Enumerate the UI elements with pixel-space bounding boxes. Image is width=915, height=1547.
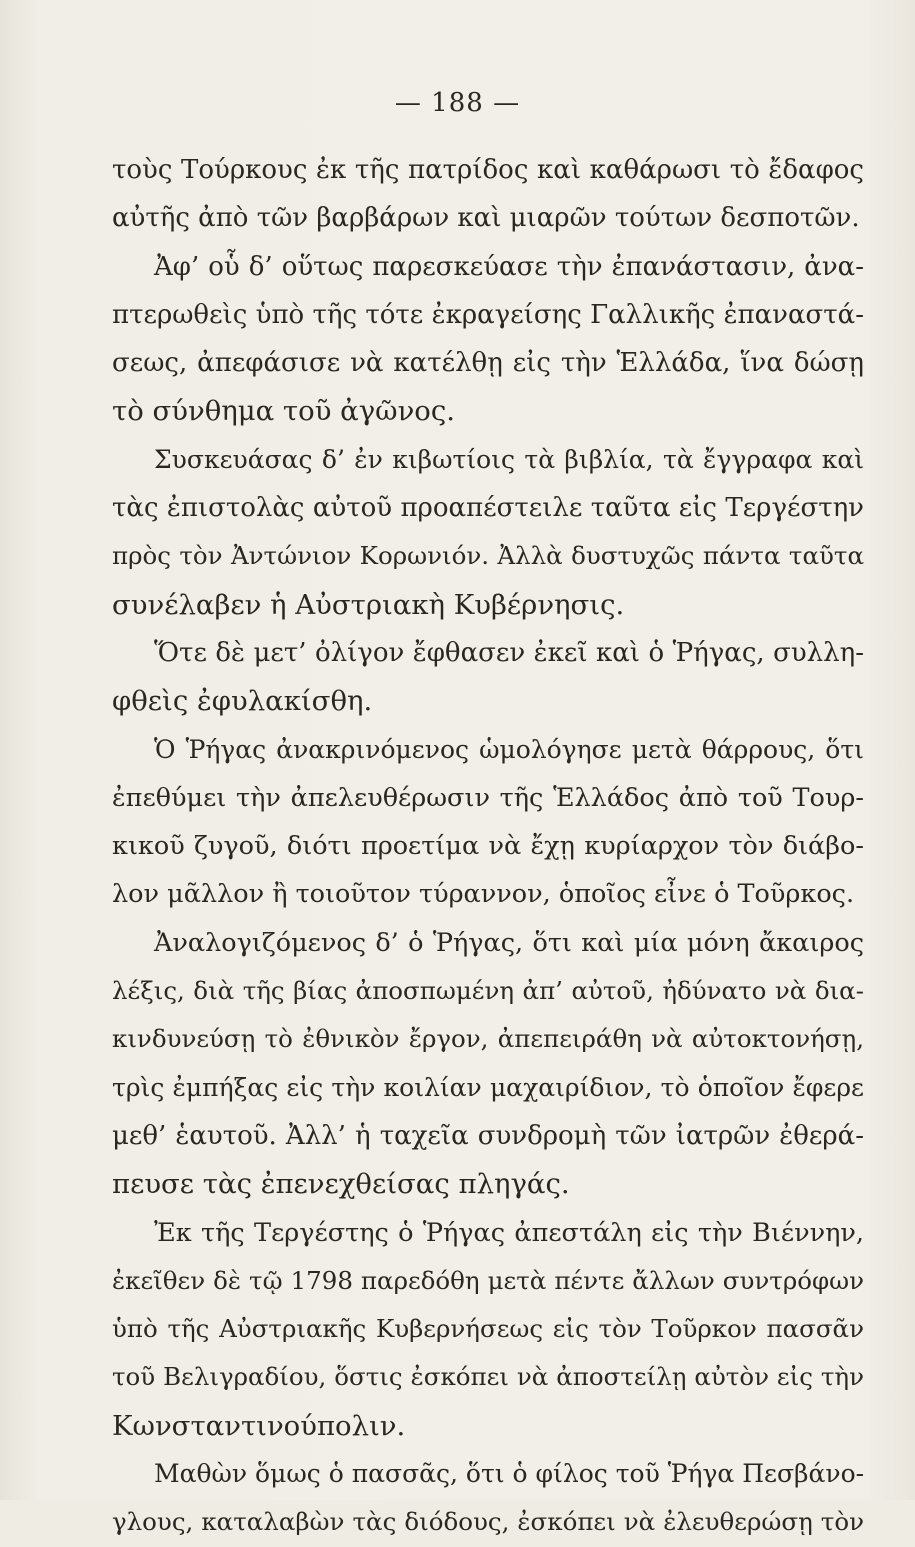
text-line: σεως, ἀπεφάσισε νὰ κατέλθῃ εἰς τὴν Ἑλλάδα, ἵνα δώσῃ — [112, 348, 864, 379]
body-text — [112, 146, 864, 1547]
text-line: ἐκεῖθεν δὲ τῷ 1798 παρεδόθη μετὰ πέντε ἄλλων συντρόφων — [112, 1265, 864, 1295]
text-line: τοὺς Τούρκους ἐκ τῆς πατρίδος καὶ καθάρωσι τὸ ἔδαφος — [112, 155, 864, 185]
text-line: Ὁ Ῥήγας ἀνακρινόμενος ὡμολόγησε μετὰ θάρρους, ὅτι — [154, 734, 864, 764]
text-line: πευσε τὰς ἐπενεχθείσας πληγάς. — [112, 1168, 570, 1201]
text-line: Ἀφ’ οὗ δ’ οὕτως παρεσκεύασε τὴν ἐπανάστασιν, ἀνα- — [154, 251, 864, 282]
text-line: Συσκευάσας δ’ ἐν κιβωτίοις τὰ βιβλία, τὰ ἔγγραφα καὶ — [154, 444, 864, 474]
text-line: Ὅτε δὲ μετ’ ὀλίγον ἔφθασεν ἐκεῖ καὶ ὁ Ῥήγας, συλλη- — [154, 637, 864, 668]
text-line: γλους, καταλαβὼν τὰς διόδους, ἐσκόπει νὰ ἐλευθερώσῃ τὸν — [112, 1507, 864, 1537]
page-number: — 188 — — [394, 88, 521, 118]
text-line: τὸ σύνθημα τοῦ ἀγῶνος. — [112, 395, 456, 428]
text-line: τρὶς ἐμπήξας εἰς τὴν κοιλίαν μαχαιρίδιον, τὸ ὁποῖον ἔφερε — [112, 1072, 864, 1102]
text-line: Ἐκ τῆς Τεργέστης ὁ Ῥήγας ἀπεστάλη εἰς τὴν Βιέννην, — [154, 1217, 864, 1248]
text-line: Κωνσταντινούπολιν. — [112, 1409, 406, 1442]
text-line: συνέλαβεν ἡ Αὐστριακὴ Κυβέρνησις. — [112, 588, 625, 621]
text-line: αὐτῆς ἀπὸ τῶν βαρβάρων καὶ μιαρῶν τούτων δεσποτῶν. — [112, 203, 860, 234]
text-line: Μαθὼν ὅμως ὁ πασσᾶς, ὅτι ὁ φίλος τοῦ Ῥήγα Πεσβάνο- — [154, 1459, 865, 1489]
text-line: κικοῦ ζυγοῦ, διότι προετίμα νὰ ἔχῃ κυρίαρχον τὸν διάβο- — [112, 831, 864, 862]
text-line: πρὸς τὸν Ἀντώνιον Κορωνιόν. Ἀλλὰ δυστυχῶς πάντα ταῦτα — [112, 541, 864, 571]
text-line: λον μᾶλλον ἢ τοιοῦτον τύραννον, ὁποῖος εἶνε ὁ Τοῦρκος. — [112, 879, 855, 910]
text-line: φθεὶς ἐφυλακίσθη. — [112, 685, 373, 718]
text-line: τὰς ἐπιστολὰς αὐτοῦ προαπέστειλε ταῦτα εἰς Τεργέστην — [112, 493, 864, 524]
text-line: λέξις, διὰ τῆς βίας ἀποσπωμένη ἀπ’ αὐτοῦ, ἠδύνατο νὰ δια- — [112, 976, 864, 1006]
text-line: ἐπεθύμει τὴν ἀπελευθέρωσιν τῆς Ἑλλάδος ἀπὸ τοῦ Τουρ- — [112, 782, 864, 813]
text-line: κινδυνεύσῃ τὸ ἐθνικὸν ἔργον, ἀπεπειράθη νὰ αὐτοκτονήσῃ, — [112, 1024, 864, 1054]
text-line: Ἀναλογιζόμενος δ’ ὁ Ῥήγας, ὅτι καὶ μία μόνη ἄκαιρος — [154, 927, 864, 958]
text-line: ὑπὸ τῆς Αὐστριακῆς Κυβερνήσεως εἰς τὸν Τοῦρκον πασσᾶν — [112, 1314, 864, 1344]
text-line: μεθ’ ἑαυτοῦ. Ἀλλ’ ἡ ταχεῖα συνδρομὴ τῶν ἰατρῶν ἐθερά- — [112, 1120, 864, 1151]
text-line: τοῦ Βελιγραδίου, ὅστις ἐσκόπει νὰ ἀποστείλῃ αὐτὸν εἰς τὴν — [112, 1362, 864, 1392]
text-line: πτερωθεὶς ὑπὸ τῆς τότε ἐκραγείσης Γαλλικῆς ἐπαναστά- — [112, 299, 864, 330]
